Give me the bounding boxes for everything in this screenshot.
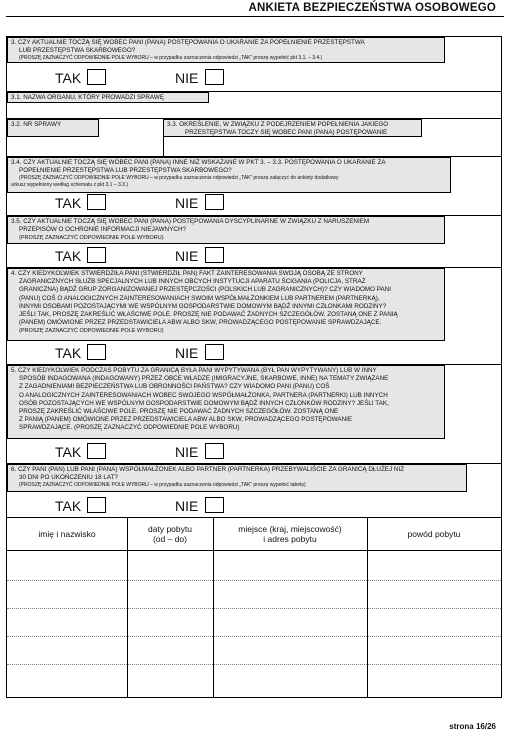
question-5-text-cont: OSÓB POZOSTAJĄCYCH WE WSPÓLNYM GOSPODARSTWIE DOMOWYM BĄDŹ INNYCH CZŁONKÓW RODZINY? JEŚLI TAK, bbox=[19, 399, 389, 407]
col-header-place bbox=[213, 518, 367, 550]
col-header-reason-text: powód pobytu bbox=[407, 529, 461, 539]
nie-label: NIE bbox=[175, 70, 199, 86]
question-3-1-text: 3.1. NAZWA ORGANU, KTÓRY PROWADZI SPRAWĘ bbox=[11, 94, 165, 101]
question-4-text-cont: INNYMI OSOBAMI POZOSTAJĄCYMI WE WSPÓLNYM GOSPODARSTWIE DOMOWYM BĄDŹ INNYMI CZŁONKAMI RODZINY? bbox=[19, 302, 387, 310]
question-3-4-note: – w przypadku zaznaczenia odpowiedzi „TAK” proszę załączyć do ankiety dodatkowy bbox=[148, 175, 339, 182]
section-3-2-3-3 bbox=[7, 119, 501, 157]
question-4-text-cont: ZAGRANICZNYCH SŁUŻB SPECJALNYCH LUB INNYCH OBCYCH INSTYTUCJI APARATU ŚCIGANIA (POLICJA, STRAŻ bbox=[19, 278, 366, 286]
q3-tak-checkbox[interactable] bbox=[87, 69, 106, 85]
question-6-text: 6. CZY PANI (PAN) LUB PANI (PANA) WSPÓŁMAŁŻONEK ALBO PARTNER (PARTNERKA) PRZEBYWALIŚCIE ZA GRANICĄ DŁUŻEJ NIŻ bbox=[11, 466, 405, 473]
question-5-text: 5. CZY KIEDYKOLWIEK PODCZAS POBYTU ZA GRANICĄ BYŁA PANI WYPYTYWANA (BYŁ PAN WYPYTYWANY) LUB W INNY bbox=[11, 367, 377, 374]
question-3-4-note-cont: arkusz wypełniony według schematu z pkt 3.1 – 3.3.) bbox=[11, 182, 129, 189]
nie-label: NIE bbox=[175, 498, 199, 514]
question-5 bbox=[7, 365, 445, 439]
question-3-4-note-caps: (PROSZĘ ZAZNACZYĆ ODPOWIEDNIE POLE WYBORU bbox=[19, 175, 149, 182]
question-6-note-caps: (PROSZĘ ZAZNACZYĆ ODPOWIEDNIE POLE WYBORU bbox=[19, 482, 149, 489]
table-row[interactable] bbox=[7, 636, 501, 637]
nie-label: NIE bbox=[175, 345, 199, 361]
nie-label: NIE bbox=[175, 248, 199, 264]
question-3-2-text: 3.2. NR SPRAWY bbox=[11, 121, 62, 128]
tak-label: TAK bbox=[55, 498, 82, 514]
question-3-5-text-cont: PRZEPISÓW O OCHRONIE INFORMACJI NIEJAWNYCH? bbox=[19, 226, 186, 234]
col-header-name bbox=[7, 518, 127, 550]
header-rule bbox=[6, 16, 504, 17]
q3-nie-checkbox[interactable] bbox=[205, 69, 224, 85]
tak-label: TAK bbox=[55, 444, 82, 460]
question-5-text-cont: SPOSÓB INDAGOWANA (INDAGOWANY) PRZEZ OBCE WŁADZE (IMIGRACYJNE, SKARBOWE, INNE) NA TEMATY ZWIĄZANE bbox=[19, 375, 389, 383]
col-header-dates bbox=[127, 518, 213, 550]
section-3-4 bbox=[7, 157, 501, 216]
col-header-dates-text-2: (od – do) bbox=[152, 534, 187, 544]
question-4-text-cont: (PANEM) OMÓWIONE PRZEZ PRZEDSTAWICIELA ABW ALBO SKW, PROWADZĄCEGO POSTĘPOWANIE SPRAWDZAJĄCE. bbox=[19, 319, 382, 327]
section-5 bbox=[7, 365, 501, 464]
section-4 bbox=[7, 268, 501, 365]
tak-label: TAK bbox=[55, 70, 82, 86]
col-header-dates-text: daty pobytu bbox=[148, 524, 192, 534]
q5-tak-checkbox[interactable] bbox=[87, 443, 106, 459]
q4-tak-checkbox[interactable] bbox=[87, 344, 106, 360]
section-3 bbox=[7, 37, 501, 92]
question-6-note: – w przypadku zaznaczenia odpowiedzi „TAK” proszę wypełnić tabelę) bbox=[148, 482, 306, 489]
question-4-text-cont: (PANU) COŚ O ANALOGICZNYCH ZAINTERESOWANIACH SWOIM WSPÓŁMAŁŻONKIEM LUB PARTNEREM (PARTNERKĄ), bbox=[19, 294, 380, 302]
tak-label: TAK bbox=[55, 345, 82, 361]
q3-5-tak-checkbox[interactable] bbox=[87, 247, 106, 263]
question-5-text-cont: PROSZĘ ZAKREŚLIĆ WŁAŚCIWE POLE. PROSZĘ NIE PODAWAĆ ŻADNYCH SZCZEGÓŁÓW. ZOSTANĄ ONE bbox=[19, 408, 339, 416]
question-3-text-cont: LUB PRZESTĘPSTWA SKARBOWEGO? bbox=[19, 47, 136, 55]
question-4-note: (PROSZĘ ZAZNACZYĆ ODPOWIEDNIE POLE WYBORU) bbox=[19, 328, 164, 335]
question-6-text-cont: 30 DNI PO UKOŃCZENIU 18 LAT? bbox=[19, 474, 118, 482]
table-row[interactable] bbox=[7, 664, 501, 665]
table-row[interactable] bbox=[7, 608, 501, 609]
tak-label: TAK bbox=[55, 195, 82, 211]
question-3-text: 3. CZY AKTUALNIE TOCZĄ SIĘ WOBEC PANI (PANA) POSTĘPOWANIA O UKARANIE ZA POPEŁNIENIE PRZESTĘPSTWA bbox=[11, 39, 365, 46]
page-number: strona 16/26 bbox=[449, 722, 496, 731]
question-5-text-cont: Z PANIĄ (PANEM) OMÓWIONE PRZEZ PRZEDSTAWICIELA ABW ALBO SKW, PROWADZĄCEGO POSTĘPOWANIE bbox=[19, 416, 353, 424]
nie-label: NIE bbox=[175, 444, 199, 460]
q3-4-tak-checkbox[interactable] bbox=[87, 194, 106, 210]
question-3-5 bbox=[7, 216, 445, 244]
q6-tak-checkbox[interactable] bbox=[87, 497, 106, 513]
question-4-text-cont: JEŚLI TAK, PROSZĘ ZAKREŚLIĆ WŁAŚCIWE POLE. PROSZĘ NIE PODAWAĆ ŻADNYCH SZCZEGÓŁÓW. ZOSTANĄ ONE Z PANIĄ bbox=[19, 311, 398, 319]
question-3-note-caps: (PROSZĘ ZAZNACZYĆ ODPOWIEDNIE POLE WYBORU bbox=[19, 55, 149, 62]
question-5-text-cont: O ANALOGICZNYCH ZAINTERESOWANIACH WOBEC SWOJEGO WSPÓŁMAŁŻONKA, PARTNERA (PARTNERKI) LUB INNYCH bbox=[19, 391, 388, 399]
q5-nie-checkbox[interactable] bbox=[205, 443, 224, 459]
col-header-place-text-2: i adres pobytu bbox=[263, 534, 317, 544]
form-frame bbox=[6, 36, 502, 698]
col-header-name-text: imię i nazwisko bbox=[38, 529, 96, 539]
form-title: ANKIETA BEZPIECZEŃSTWA OSOBOWEGO bbox=[248, 2, 496, 14]
q4-nie-checkbox[interactable] bbox=[205, 344, 224, 360]
question-3-3-text-cont: PRZESTĘPSTWA TOCZY SIĘ WOBEC PANI (PANA) POSTĘPOWANIE bbox=[185, 129, 388, 137]
question-4-text: 4. CZY KIEDYKOLWIEK STWIERDZIŁA PANI (STWIERDZIŁ PAN) FAKT ZAINTERESOWANIA SWOJĄ OSOBĄ ZE STRONY bbox=[11, 270, 363, 277]
section-3-5 bbox=[7, 216, 501, 268]
q3-4-nie-checkbox[interactable] bbox=[205, 194, 224, 210]
question-3-5-text: 3.5. CZY AKTUALNIE TOCZĄ SIĘ WOBEC PANI (PANA) POSTĘPOWANIA DYSCYPLINARNE W ZWIĄZKU Z NARUSZENIEM bbox=[11, 218, 370, 225]
question-4-text-cont: GRANICZNA) BĄDŹ GRUP ZORGANIZOWANEJ PRZESTĘPCZOŚCI (POLSKICH LUB ZAGRANICZNYCH)? CZY WIADOMO PANI bbox=[19, 286, 392, 294]
nie-label: NIE bbox=[175, 195, 199, 211]
q6-nie-checkbox[interactable] bbox=[205, 497, 224, 513]
question-3-1 bbox=[7, 92, 209, 103]
stay-table bbox=[7, 518, 501, 697]
q3-5-nie-checkbox[interactable] bbox=[205, 247, 224, 263]
section-3-1[interactable] bbox=[7, 92, 501, 119]
question-6 bbox=[7, 464, 467, 492]
question-3-note: – w przypadku zaznaczenia odpowiedzi „TAK” proszę wypełnić pkt 3.1. – 3.4.) bbox=[148, 55, 323, 62]
question-3 bbox=[7, 37, 445, 63]
tak-label: TAK bbox=[55, 248, 82, 264]
section-6 bbox=[7, 464, 501, 518]
question-3-2 bbox=[7, 119, 99, 137]
question-5-text-cont: Z ZAGADNIENIAMI BEZPIECZEŃSTWA LUB OBRONNOŚCI PAŃSTWA? CZY WIADOMO PANI (PANU) COŚ bbox=[19, 383, 330, 391]
question-3-4 bbox=[7, 157, 451, 193]
col-header-place-text: miejsce (kraj, miejscowość) bbox=[238, 524, 342, 534]
question-3-5-note: (PROSZĘ ZAZNACZYĆ ODPOWIEDNIE POLE WYBORU) bbox=[19, 235, 164, 242]
question-3-4-text-cont: POPEŁNIENIE PRZESTĘPSTWA LUB PRZESTĘPSTWA SKARBOWEGO? bbox=[19, 167, 232, 175]
table-header-rule bbox=[7, 550, 501, 551]
col-header-reason bbox=[367, 518, 501, 550]
question-3-4-text: 3.4. CZY AKTUALNIE TOCZĄ SIĘ WOBEC PANI (PANA) INNE NIŻ WSKAZANE W PKT 3. – 3.3. POSTĘPOWANIA O UKARANIE ZA bbox=[11, 159, 386, 166]
question-3-3 bbox=[163, 119, 422, 137]
table-row[interactable] bbox=[7, 580, 501, 581]
question-5-text-cont: SPRAWDZAJĄCE. (PROSZĘ ZAZNACZYĆ ODPOWIEDNIE POLE WYBORU) bbox=[19, 424, 240, 432]
question-3-3-text: 3.3. OKREŚLENIE, W ZWIĄZKU Z PODEJRZENIEM POPEŁNIENIA JAKIEGO bbox=[167, 121, 389, 128]
question-4 bbox=[7, 268, 445, 341]
